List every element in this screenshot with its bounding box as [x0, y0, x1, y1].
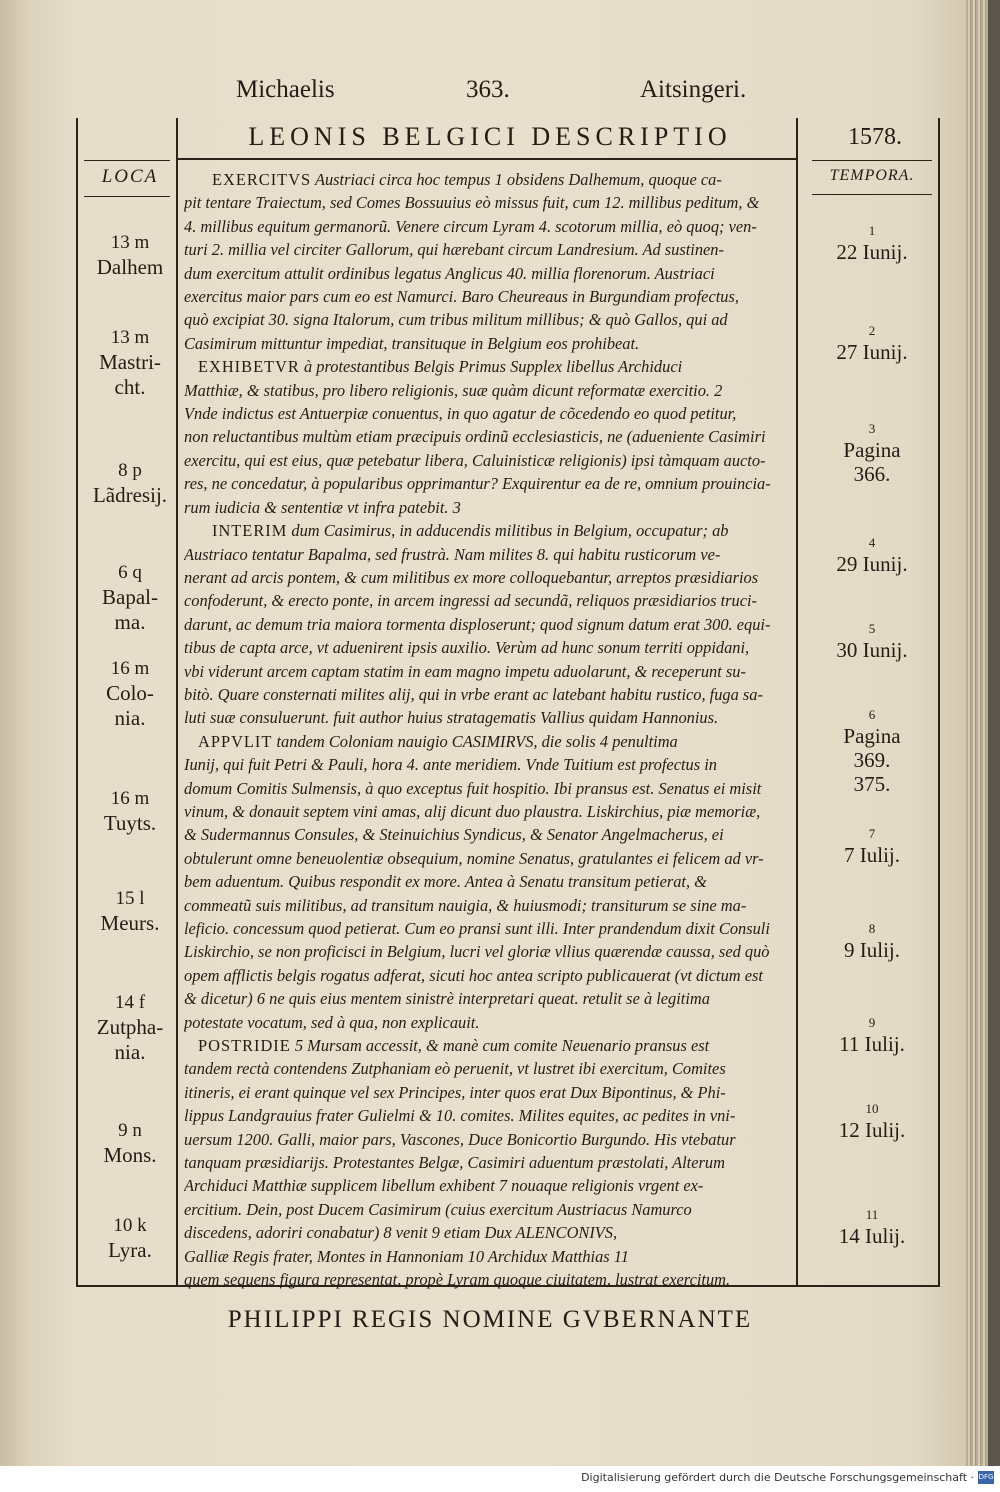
text-line: POSTRIDIE 5 Mursam accessit, & manè cum comite Neuenario pransus est: [198, 1036, 710, 1056]
text-line: nerant ad arcis pontem, & cum militibus ex more colloquebantur, arreptos præsidiarios: [184, 567, 759, 587]
date-note: [812, 222, 932, 264]
place-name: Lãdresij.: [92, 483, 168, 507]
text-line: opem afflictis belgis rogatus adferat, sicuti hoc antea scripto publicauerat (vt dictum est: [184, 965, 763, 985]
date-text: 9 Iulij.: [844, 938, 900, 962]
year-heading: 1578.: [848, 124, 902, 150]
paragraph-lead: EXHIBETVR: [198, 357, 300, 377]
place-name: Tuyts.: [103, 811, 157, 835]
date-note: [812, 420, 932, 486]
text-line: Matthiæ, & statibus, pro libero religionis, suæ quàm dicunt reformatæ exercitio. 2: [184, 380, 723, 400]
place-entry: [84, 786, 176, 836]
text-line: tandem rectà contendens Zutphaniam eò peruenit, vt lustret ibi exercitum, Comites: [184, 1059, 726, 1079]
date-text: 7 Iulij.: [844, 843, 900, 867]
date-text: Pagina: [843, 438, 901, 462]
date-text: 29 Iunij.: [836, 552, 908, 576]
frame-inner-right: [796, 118, 798, 1286]
date-text: 12 Iulij.: [838, 1118, 906, 1142]
main-text: [184, 168, 796, 1292]
text-line: uersum 1200. Galli, maior pars, Vascones, Duce Bonicortio Burgundo. His vtebatur: [184, 1129, 736, 1149]
place-entry: [84, 656, 176, 731]
text-line: commeatũ suis militibus, ad transitum nauigia, & huiusmodi; transiturum se sine ma-: [184, 895, 747, 915]
text-line: quem sequens figura representat, propè Lyram quoque ciuitatem, lustrat exercitum.: [184, 1270, 731, 1290]
place-entry: [84, 230, 176, 280]
place-name: Meurs.: [100, 911, 160, 935]
loca-rule-bottom: [84, 196, 170, 197]
text-line: turi 2. millia vel circiter Gallorum, qui hærebant circum Landresium. Ad sustinen-: [184, 240, 724, 260]
date-note: [812, 534, 932, 576]
loca-column-header: LOCA: [101, 166, 159, 187]
text-line: domum Comitis Sulmensis, à quo exceptus fuit hospitio. Ibi pransus est. Senatus ei misit: [184, 778, 762, 798]
frame-inner-left: [176, 118, 178, 1286]
place-entry: [84, 886, 176, 936]
place-name: Zutpha-: [96, 1015, 164, 1039]
text-line: bitò. Quare consternati milites alij, qui in vrbe erant ac latebant habitu rustico, fuga sa-: [184, 684, 763, 704]
date-note: [812, 706, 932, 796]
date-text: 30 Iunij.: [836, 638, 908, 662]
text-line: non reluctantibus multùm etiam præcipuis ordinũ ecclesiasticis, ne (adueniente Casimiri: [184, 427, 766, 447]
running-head-left: Michaelis: [236, 76, 335, 103]
text-line: EXERCITVS Austriaci circa hoc tempus 1 obsidens Dalhemum, quoque ca-: [212, 170, 722, 189]
dfg-logo-icon: DFG: [978, 1471, 994, 1484]
date-text: 11 Iulij.: [839, 1032, 905, 1056]
place-entry: [84, 325, 176, 400]
frame-outer-right: [938, 118, 940, 1286]
date-note: [812, 620, 932, 662]
date-note: [812, 825, 932, 867]
page-edge: [966, 0, 988, 1466]
place-name: Lyra.: [108, 1238, 152, 1262]
place-entry: [84, 1118, 176, 1168]
note-number: 10: [865, 1101, 879, 1116]
text-line: dum exercitum attulit ordinibus legatus Anglicus 40. millia florenorum. Austriaci: [184, 263, 715, 283]
text-line: itineris, ei erant quinque vel sex Principes, inter quos erat Dux Bipontinus, & Phi-: [184, 1082, 726, 1102]
text-line: Austriaco tentatur Bapalma, sed frustrà. Nam milites 8. qui habitu rusticorum ve-: [184, 544, 721, 564]
place-name: Mastri-: [99, 350, 161, 374]
paragraph-lead: INTERIM: [212, 521, 288, 541]
paragraph-lead: EXERCITVS: [212, 170, 312, 189]
text-line: leficio. concessum quod petierat. Cum eo pransi sunt illi. Inter prandendum dixit Consuli: [184, 919, 770, 938]
date-text: 14 Iulij.: [838, 1224, 906, 1248]
note-number: 1: [868, 223, 876, 238]
paragraph-lead: POSTRIDIE: [198, 1036, 291, 1056]
text-line: obtulerunt omne beneuolentiæ obsequium, nomine Senatus, gratulantes ei felicem ad vr-: [184, 848, 764, 868]
text-line: lippus Landgrauius frater Gulielmi & 10. comites. Milites equites, ac pedites in vni-: [184, 1106, 736, 1126]
map-code: 16 m: [110, 788, 150, 809]
text-line: 4. millibus equitum germanorũ. Venere circum Lyram 4. scotorum millia, eò quoq; ven-: [184, 216, 757, 236]
text-line: Archiduci Matthiæ supplicem libellum exhibent 7 nouaque religionis vrgent ex-: [184, 1176, 704, 1196]
date-note: [812, 1100, 932, 1142]
place-name-continued: cht.: [114, 375, 146, 399]
text-line: confoderunt, & erecto ponte, in arcem ingressi ad secundã, reliquos præsidiarios truci-: [184, 591, 758, 611]
text-line: tanquam præsidiarijs. Protestantes Belgæ, Casimiri aduentum præstolati, Alterum: [184, 1153, 725, 1173]
text-line: exercitus maior pars cum eo est Namurci. Baro Cheureaus in Burgundiam profectus,: [184, 287, 739, 307]
text-line: Galliæ Regis frater, Montes in Hannoniam 10 Archidux Matthias 11: [184, 1246, 629, 1266]
place-entry: [84, 560, 176, 635]
date-text: Pagina: [843, 724, 901, 748]
date-note: [812, 920, 932, 962]
map-code: 16 m: [110, 658, 150, 679]
date-text: 22 Iunij.: [836, 240, 908, 264]
credit-text: Digitalisierung gefördert durch die Deutsche Forschungsgemeinschaft ·: [581, 1471, 974, 1484]
text-line: bem aduentum. Quibus respondit ex more. Antea à Senatu transitum petierat, &: [184, 872, 707, 892]
digitization-credit-bar: [0, 1466, 1000, 1492]
page-number: 363.: [466, 76, 510, 103]
footer-title: PHILIPPI REGIS NOMINE GVBERNANTE: [227, 1306, 753, 1333]
text-line: INTERIM dum Casimirus, in adducendis militibus in Belgium, occupatur; ab: [212, 521, 729, 541]
place-name: Mons.: [103, 1143, 157, 1167]
text-line: potestate vocatum, sed à qua, non explicauit.: [184, 1012, 480, 1032]
text-line: res, ne concedatur, à popularibus opprimantur? Exquirentur ea de re, omnium prouincia-: [184, 474, 771, 494]
paragraph-lead: APPVLIT: [198, 731, 273, 751]
tempora-column-header: TEMPORA.: [829, 167, 915, 184]
date-note: [812, 322, 932, 364]
map-code: 9 n: [118, 1120, 142, 1141]
place-name-continued: ma.: [114, 610, 146, 634]
text-line: vbi viderunt arcem captam statim in eam magno impetu aduolarunt, & receperunt su-: [184, 661, 746, 681]
note-number: 6: [868, 707, 876, 722]
section-title: LEONIS BELGICI DESCRIPTIO: [248, 122, 732, 151]
text-line: quò excipiat 30. signa Italorum, cum tribus militum millibus; & quò Gallos, qui ad: [184, 310, 728, 330]
note-number: 4: [868, 535, 876, 550]
place-name-continued: nia.: [114, 706, 146, 730]
note-number: 5: [868, 621, 876, 636]
place-name: Dalhem: [96, 255, 164, 279]
text-line: exercitu, qui est eius, quæ petebatur libera, Caluinisticæ religionis) ipsi tàmquam aucto-: [184, 450, 766, 470]
tempora-rule-top: [812, 160, 932, 161]
text-line: pit tentare Traiectum, sed Comes Bossuuius eò missus fuit, cum 12. millibus peditum, &: [184, 193, 760, 213]
note-number: 3: [868, 421, 876, 436]
tempora-rule-bottom: [812, 194, 932, 195]
date-note: [812, 1014, 932, 1056]
place-entry: [84, 990, 176, 1065]
place-name: Bapal-: [102, 585, 158, 609]
map-code: 10 k: [113, 1215, 147, 1236]
date-text: 27 Iunij.: [836, 340, 908, 364]
text-line: luti suæ consuluerunt. fuit author huius stratagematis Vallius quidam Hannonius.: [184, 708, 719, 728]
place-entry: [84, 458, 176, 508]
map-code: 13 m: [110, 327, 150, 348]
text-line: tibus de capta arce, vt aduenirent ipsis auxilio. Verùm ad hunc sonum territi oppidani,: [184, 638, 750, 658]
text-line: discedens, adoriri conabatur) 8 venit 9 etiam Dux ALENCONIVS,: [184, 1223, 618, 1243]
running-head-right: Aitsingeri.: [640, 76, 747, 103]
text-line: Casimirum mittuntur impediat, transituque in Belgium eos prohibeat.: [184, 333, 640, 353]
text-line: APPVLIT tandem Coloniam nauigio CASIMIRVS, die solis 4 penultima: [198, 731, 678, 751]
place-name-continued: nia.: [114, 1040, 146, 1064]
map-code: 6 q: [118, 562, 142, 583]
text-line: Liskirchio, se non proficisci in Belgium, lucri vel gloriæ vllius quærendæ caussa, sed quò: [184, 942, 770, 962]
map-code: 14 f: [114, 992, 146, 1013]
text-line: & dicetur) 6 ne quis eius mentem sinistrè interpretari queat. retulit se à legitima: [184, 989, 710, 1009]
title-underline: [176, 158, 798, 160]
note-number: 9: [868, 1015, 876, 1030]
text-line: darunt, ac demum tria maiora tormenta disploserunt; quod signum datum erat 300. equi-: [184, 614, 771, 634]
text-line: Iunij, qui fuit Petri & Pauli, hora 4. ante meridiem. Vnde Tuitium est profectus in: [184, 755, 717, 775]
text-line: ercitium. Dein, post Ducem Casimirum (cuius exercitum Austriacus Namurco: [184, 1199, 692, 1219]
map-code: 15 l: [115, 888, 145, 909]
place-name: Colo-: [106, 681, 154, 705]
place-entry: [84, 1213, 176, 1263]
map-code: 8 p: [118, 460, 142, 481]
text-line: Vnde indictus est Antuerpiæ conuentus, in quo agatur de cõcedendo eo quod petitur,: [184, 404, 737, 424]
text-line: rum iudicia & sententiæ vt infra patebit. 3: [184, 497, 461, 517]
date-text-continued: 366.: [853, 462, 891, 486]
text-line: & Sudermannus Consules, & Steinuichius Syndicus, & Senator Angelmacherus, ei: [184, 825, 724, 845]
text-line: vinum, & donauit septem vini amas, alij dicunt duo plaustra. Liskirchius, piæ memoriæ,: [184, 801, 761, 821]
frame-outer-left: [76, 118, 78, 1286]
loca-rule-top: [84, 160, 170, 161]
date-note: [812, 1206, 932, 1248]
note-number: 2: [868, 323, 876, 338]
date-text-continued: 375.: [853, 772, 891, 796]
note-number: 8: [868, 921, 876, 936]
note-number: 7: [868, 826, 876, 841]
note-number: 11: [865, 1207, 879, 1222]
map-code: 13 m: [110, 232, 150, 253]
date-text-continued: 369.: [853, 748, 891, 772]
text-line: EXHIBETVR à protestantibus Belgis Primus Supplex libellus Archiduci: [198, 357, 683, 377]
